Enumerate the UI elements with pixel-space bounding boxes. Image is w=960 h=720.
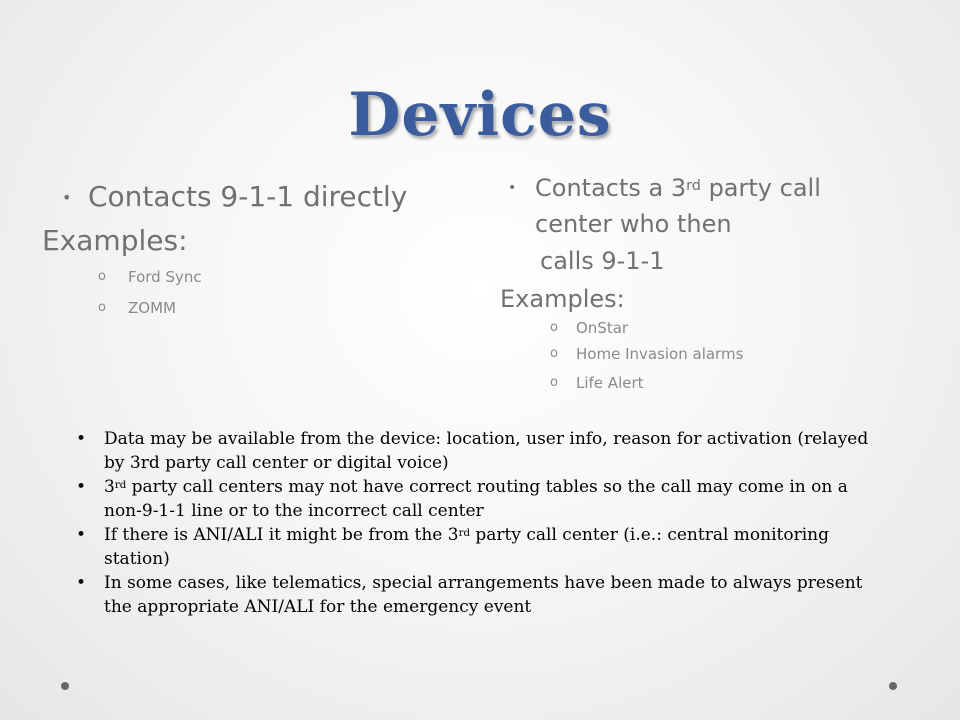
note-text: party call center (i.e.: central monitoring station) xyxy=(104,525,829,569)
left-examples-label: Examples: xyxy=(42,224,188,257)
superscript: rd xyxy=(686,178,701,195)
sub-bullet-marker: o xyxy=(98,300,106,315)
sub-bullet-marker: o xyxy=(550,375,558,390)
sub-bullet-marker: o xyxy=(550,320,558,335)
note-item xyxy=(76,571,876,619)
superscript: rd xyxy=(114,479,127,491)
superscript: rd xyxy=(458,527,470,539)
right-example-item xyxy=(550,345,743,363)
corner-dot-left xyxy=(61,682,69,690)
note-item xyxy=(76,475,876,523)
right-example-text: Home Invasion alarms xyxy=(576,345,744,363)
note-text: 3 xyxy=(104,477,115,497)
right-bullet-line: center who then xyxy=(535,210,732,238)
note-text: Data may be available from the device: location, user info, reason for activation (relayed by 3rd party call center or digital voice) xyxy=(104,429,869,473)
note-text: In some cases, like telematics, special arrangements have been made to always present the appropriate ANI/ALI for the emergency event xyxy=(104,573,863,617)
right-example-item xyxy=(550,374,644,392)
right-bullet-continuation: calls 9-1-1 xyxy=(540,247,665,275)
right-example-text: OnStar xyxy=(576,319,629,337)
right-bullet-text: party call xyxy=(700,174,821,202)
bullet-marker: • xyxy=(76,573,87,593)
right-example-text: Life Alert xyxy=(576,374,644,392)
notes-list xyxy=(76,427,876,619)
right-examples-label: Examples: xyxy=(500,285,625,313)
corner-dot-right xyxy=(889,682,897,690)
slide-title: Devices xyxy=(348,80,612,150)
note-text: If there is ANI/ALI it might be from the 3 xyxy=(104,525,459,545)
note-text: party call centers may not have correct routing tables so the call may come in on a non-9-1-1 line or to the incorrect call center xyxy=(104,477,848,521)
right-example-item xyxy=(550,319,628,337)
bullet-marker: • xyxy=(508,180,517,196)
left-example-item xyxy=(98,299,176,317)
note-item xyxy=(76,523,876,571)
sub-bullet-marker: o xyxy=(550,346,558,361)
right-main-bullet xyxy=(508,170,821,242)
bullet-marker: • xyxy=(76,429,87,449)
left-example-text: Ford Sync xyxy=(128,268,202,286)
bullet-marker: • xyxy=(76,525,87,545)
left-example-item xyxy=(98,268,202,286)
note-item xyxy=(76,427,876,475)
right-bullet-text: Contacts a 3 xyxy=(535,174,687,202)
bullet-marker: • xyxy=(76,477,87,497)
left-example-text: ZOMM xyxy=(128,299,176,317)
sub-bullet-marker: o xyxy=(98,269,106,284)
left-main-bullet xyxy=(62,180,407,213)
bullet-marker: • xyxy=(62,188,72,207)
left-bullet-text: Contacts 9-1-1 directly xyxy=(88,180,408,213)
